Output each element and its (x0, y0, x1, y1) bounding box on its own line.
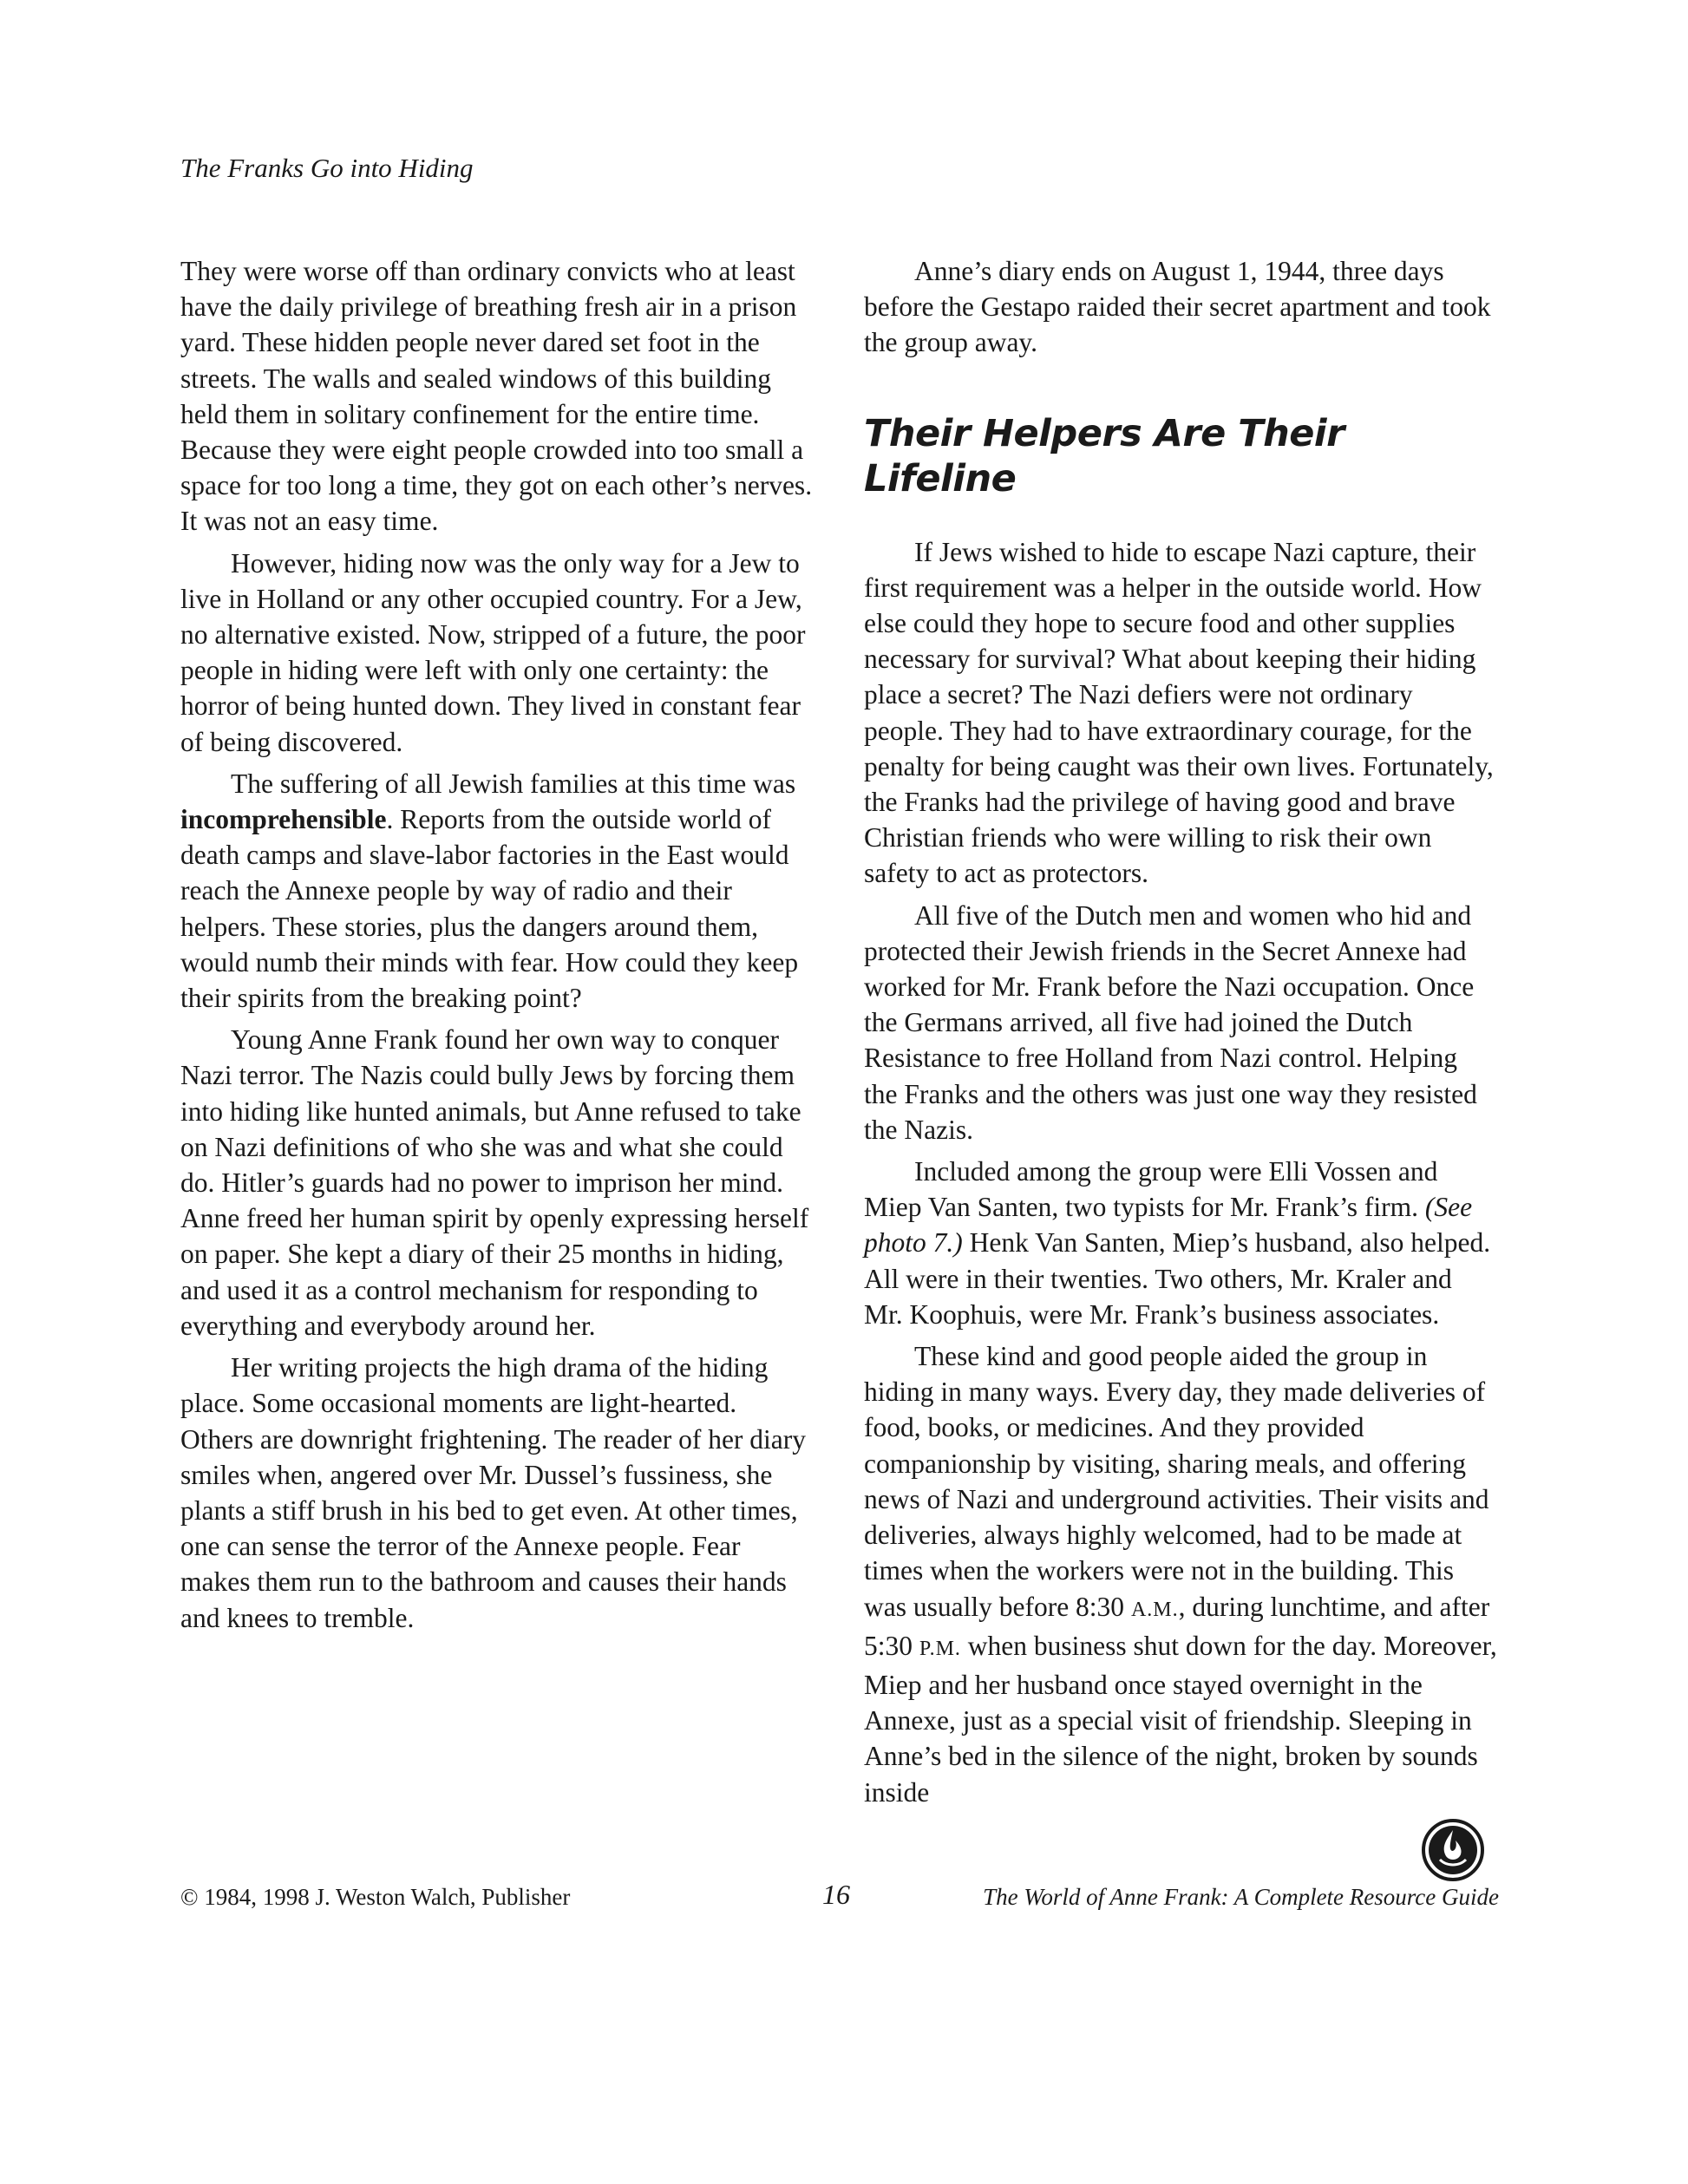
right-paragraph-2: If Jews wished to hide to escape Nazi capture, their first requirement was a helper in the outside world. How else could they hope to secure food and other supplies necessary for survival? What about keeping their hiding place a secret? The Nazi defiers were not ordinary people. They had to have extraordinary courage, for the penalty for being caught was their own lives. Fortunately, the Franks had the privilege of having good and brave Christian friends who were willing to risk their own safety to act as protectors. (864, 536, 1494, 889)
right-paragraph-5-part-c: when business shut down for the day. Moreover, Miep and her husband once stayed overnight in the Annexe, just as a special visit of friendship. Sleeping in Anne’s bed in the silence of the night, broken by sounds inside (864, 1630, 1497, 1808)
right-paragraph-5-part-b: , during lunchtime, and after 5:30 (864, 1591, 1490, 1661)
book-title: The World of Anne Frank: A Complete Resource Guide (983, 1884, 1499, 1910)
page-number: 16 (822, 1879, 850, 1910)
right-paragraph-1: Anne’s diary ends on August 1, 1944, three days before the Gestapo raided their secret apartment and took the group away. (864, 256, 1491, 358)
running-title: The Franks Go into Hiding (180, 153, 474, 183)
publisher-flame-logo-icon (1421, 1818, 1485, 1882)
vocabulary-word-incomprehensible: incomprehensible (180, 804, 387, 835)
pm-abbreviation: P.M. (919, 1637, 961, 1660)
photo-reference: (See photo 7.) (864, 1192, 1473, 1259)
section-heading: Their Helpers Are Their Lifeline (864, 411, 1345, 500)
left-paragraph-1: They were worse off than ordinary convicts who at least have the daily privilege of breathing fresh air in a prison yard. These hidden people never dared set foot in the streets. The walls and sealed windows of this building held them in solitary confinement for the entire time. Because they were eight people crowded into too small a space for too long a time, they got on each other’s nerves. It was not an easy time. (180, 256, 813, 537)
left-paragraph-3-start: The suffering of all Jewish families at this time was (231, 768, 796, 799)
left-column (180, 253, 814, 1642)
left-paragraph-4: Young Anne Frank found her own way to conquer Nazi terror. The Nazis could bully Jews by forcing them into hiding like hunted animals, but Anne refused to take on Nazi definitions of who she was and what she could do. Hitler’s guards had no power to imprison her mind. Anne freed her human spirit by openly expressing herself on paper. She kept a diary of their 25 months in hiding, and used it as a control mechanism for responding to everything and everybody around her. (180, 1024, 809, 1341)
left-paragraph-5: Her writing projects the high drama of the hiding place. Some occasional moments are light-hearted. Others are downright frightening. The reader of her diary smiles when, angered over Mr. Dussel’s fussiness, she plants a stiff brush in his bed to get even. At other times, one can sense the terror of the Annexe people. Fear makes them run to the bathroom and causes their hands and knees to tremble. (180, 1352, 807, 1633)
right-paragraph-4-start: Included among the group were Elli Vossen and Miep Van Santen, two typists for Mr. Frank’s firm. (864, 1156, 1438, 1223)
left-paragraph-2: However, hiding now was the only way for a Jew to live in Holland or any other occupied country. For a Jew, no alternative existed. Now, stripped of a future, the poor people in hiding were left with only one certainty: the horror of being hunted down. They lived in constant fear of being discovered. (180, 547, 806, 757)
copyright-notice: © 1984, 1998 J. Weston Walch, Publisher (180, 1884, 571, 1910)
left-paragraph-3 (180, 766, 814, 1016)
right-paragraph-4-end: Henk Van Santen, Miep’s husband, also helped. All were in their twenties. Two others, Mr. Kraler and Mr. Koophuis, were Mr. Frank’s business associates. (864, 1227, 1491, 1330)
right-column (864, 253, 1497, 1816)
left-paragraph-3-end: . Reports from the outside world of death camps and slave-labor factories in the East would reach the Annexe people by way of radio and their helpers. These stories, plus the dangers around them, would numb their minds with fear. How could they keep their spirits from the breaking point? (180, 804, 799, 1014)
am-abbreviation: A.M. (1130, 1598, 1179, 1621)
right-paragraph-4 (864, 1154, 1497, 1332)
right-paragraph-5-part-a: These kind and good people aided the group in hiding in many ways. Every day, they made deliveries of food, books, or medicines. And they provided companionship by visiting, sharing meals, and offering news of Nazi and underground activities. Their visits and deliveries, always highly welcomed, had to be made at times when the workers were not in the building. This was usually before 8:30 (864, 1341, 1489, 1622)
right-paragraph-5 (864, 1338, 1497, 1810)
right-paragraph-3: All five of the Dutch men and women who hid and protected their Jewish friends in the Secret Annexe had worked for Mr. Frank before the Nazi occupation. Once the Germans arrived, all five had joined the Dutch Resistance to free Holland from Nazi control. Helping the Franks and the others was just one way they resisted the Nazis. (864, 899, 1477, 1145)
